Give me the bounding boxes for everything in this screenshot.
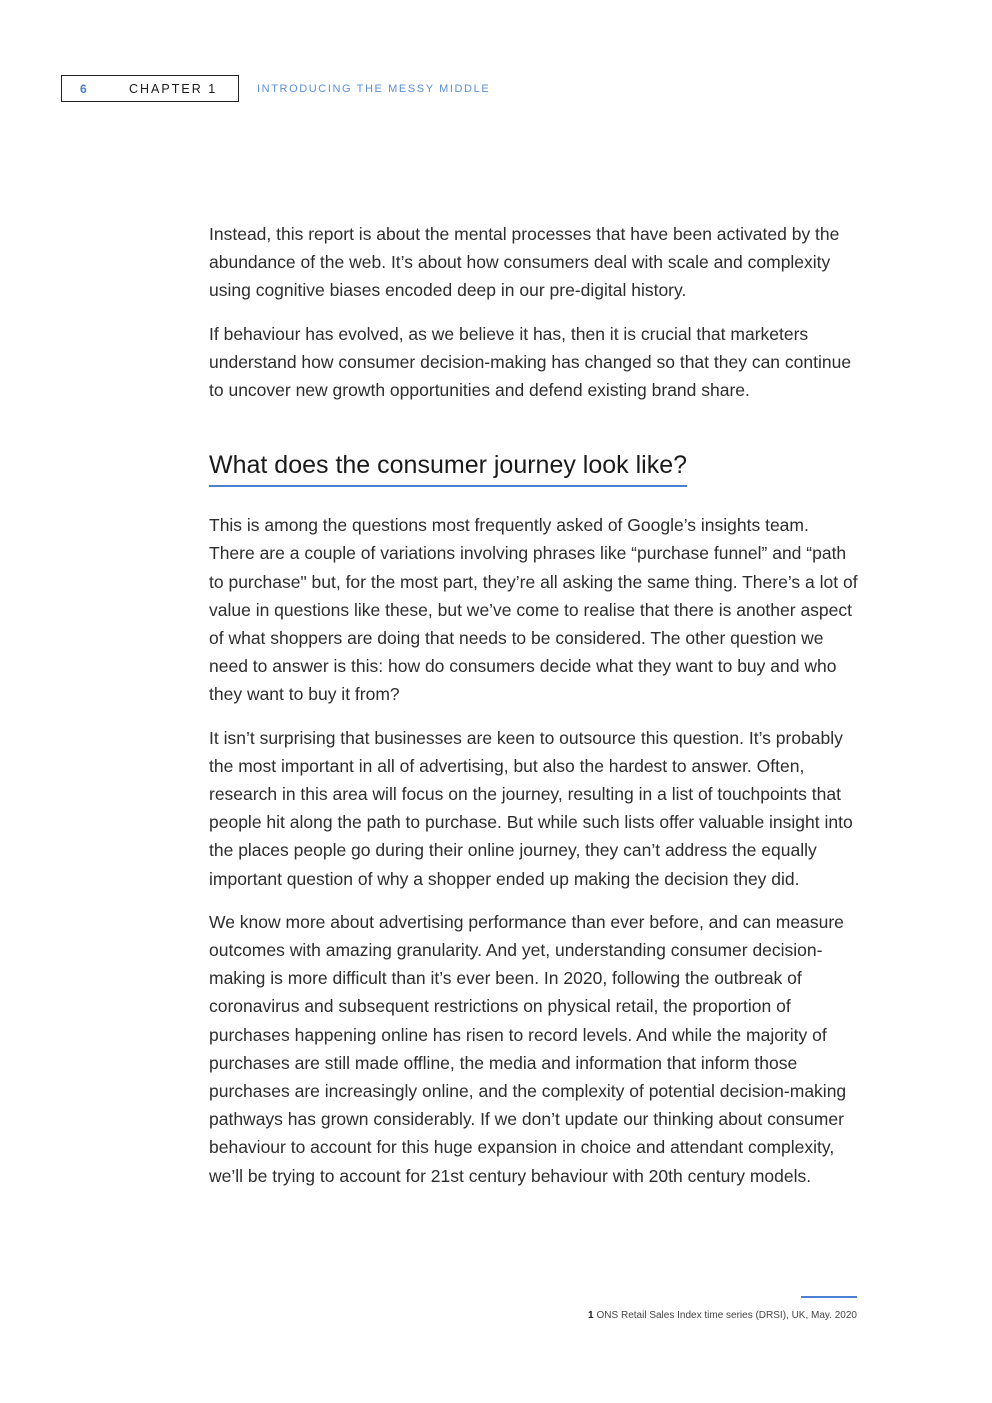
footnote-number: 1 xyxy=(587,1310,594,1321)
paragraph-main-2: It isn’t surprising that businesses are keen to outsource this question. It’s probably the most important in all of advertising, but also the hardest to answer. Often, research in this area will focus on the journey, resulting in a list of touchpoints that people hit along the path to purchase. But while such lists offer valuable insight into the places people go during their online journey, they can’t address the equally important question of why a shopper ended up making the decision they did. xyxy=(209,727,853,889)
paragraph-main-3: We know more about advertising performance than ever before, and can measure outcomes with amazing granularity. And yet, understanding consumer decision-making is more difficult than it’s ever been. In 2020, following the outbreak of coronavirus and subsequent restrictions on physical retail, the proportion of purchases happening online has risen to record levels. And while the majority of purchases are still made offline, the media and information that inform those purchases are increasingly online, and the complexity of potential decision-making pathways has grown considerably. If we don’t update our thinking about consumer behaviour to account for this huge expansion in choice and attendant complexity, we’ll be trying to account for 21st century behaviour with 20th century models. xyxy=(209,911,847,1186)
main-content xyxy=(209,220,859,1205)
footnote xyxy=(588,1310,857,1321)
chapter-label: CHAPTER 1 xyxy=(129,82,218,96)
chapter-header-box xyxy=(61,75,239,102)
section-heading-wrapper xyxy=(209,448,687,487)
paragraph-main-1: This is among the questions most frequently asked of Google’s insights team. There are a couple of variations involving phrases like “purchase funnel” and “path to purchase" but, for the most part, they’re all asking the same thing. There’s a lot of value in questions like these, but we’ve come to realise that there is another aspect of what shoppers are doing that needs to be considered. The other question we need to answer is this: how do consumers decide what they want to buy and who they want to buy it from? xyxy=(209,515,858,705)
paragraph-intro-1: Instead, this report is about the mental processes that have been activated by the abundance of the web. It’s about how consumers deal with scale and complexity using cognitive biases encoded deep in our pre-digital history. xyxy=(209,224,840,301)
footnote-text: ONS Retail Sales Index time series (DRSI), UK, May. 2020 xyxy=(596,1310,857,1321)
page-number: 6 xyxy=(80,82,88,96)
footnote-divider xyxy=(801,1296,857,1298)
section-heading: What does the consumer journey look like? xyxy=(209,451,688,480)
section-title: INTRODUCING THE MESSY MIDDLE xyxy=(257,83,491,95)
paragraph-intro-2: If behaviour has evolved, as we believe it has, then it is crucial that marketers understand how consumer decision-making has changed so that they can continue to uncover new growth opportunities and defend existing brand share. xyxy=(209,323,852,401)
